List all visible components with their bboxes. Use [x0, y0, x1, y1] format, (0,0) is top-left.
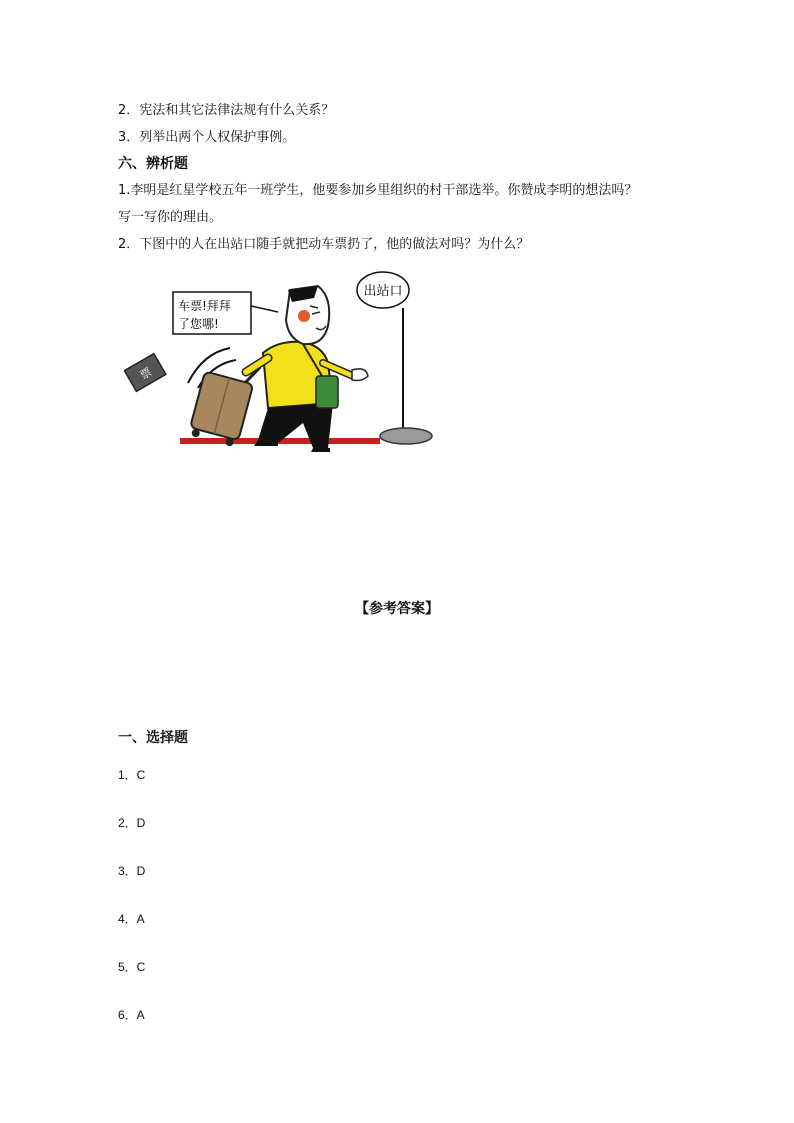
answer-item: 2．D	[118, 816, 146, 830]
traveler-figure	[246, 286, 368, 452]
speech-line-2: 了您哪!	[178, 317, 219, 331]
cartoon-illustration	[118, 268, 458, 458]
question-2: 2．宪法和其它法律法规有什么关系？	[118, 103, 335, 118]
answers-title: 【参考答案】	[355, 601, 439, 617]
answer-item: 5．C	[118, 960, 146, 974]
answer-item: 4．A	[118, 912, 145, 926]
answer-item: 1．C	[118, 768, 146, 782]
sign-base	[380, 428, 432, 444]
question-3: 3．列举出两个人权保护事例。	[118, 130, 296, 145]
ticket-text: 票	[137, 365, 154, 383]
speech-line-1: 车票!拜拜	[178, 299, 231, 313]
section-6-question-2: 2．下图中的人在出站口随手就把动车票扔了，他的做法对吗？为什么？	[118, 237, 530, 252]
answer-item: 6．A	[118, 1008, 145, 1022]
section-6-question-1-line-1: 1.李明是红星学校五年一班学生，他要参加乡里组织的村干部选举。你赞成李明的想法吗？	[118, 183, 638, 198]
section-6-heading: 六、辨析题	[118, 156, 188, 172]
answer-item: 3．D	[118, 864, 146, 878]
section-6-question-1-line-2: 写一写你的理由。	[118, 210, 223, 225]
exit-sign-text: 出站口	[363, 284, 403, 299]
ticket-icon	[124, 354, 165, 392]
answers-section-1-heading: 一、选择题	[118, 730, 188, 746]
